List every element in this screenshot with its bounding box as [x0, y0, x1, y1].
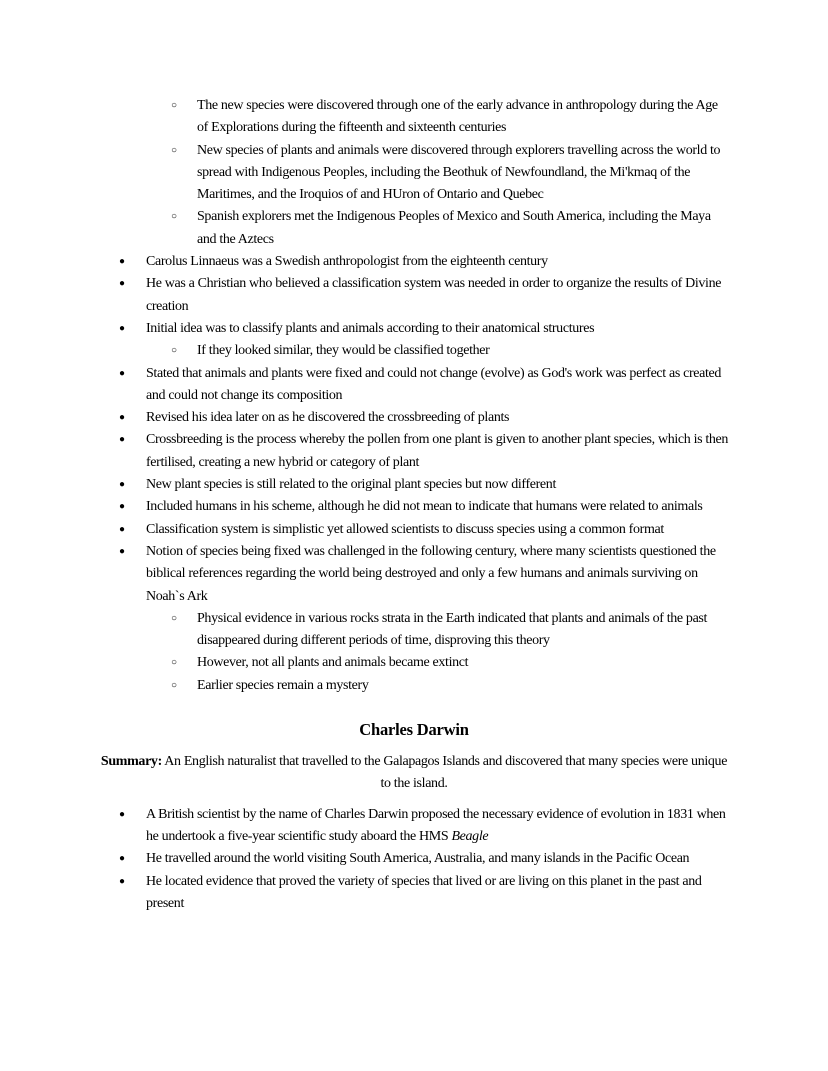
text-run-group [197, 655, 468, 670]
text-run: Spanish explorers met the Indigenous Peoples of Mexico and South America, including the Maya and the Aztecs [197, 209, 711, 247]
document-body [97, 95, 731, 915]
bullet-item [97, 318, 731, 340]
filled-bullet-icon: ● [119, 256, 126, 268]
filled-bullet-icon: ● [119, 501, 126, 513]
text-run: Beagle [451, 828, 489, 844]
sub-bullet-item [97, 608, 731, 653]
text-run: He was a Christian who believed a classification system was needed in order to organize the results of Divine creation [146, 276, 722, 314]
text-run-group [146, 851, 689, 866]
text-run: Summary: [100, 754, 162, 770]
text-run: He located evidence that proved the variety of species that lived or are living on this planet in the past and present [146, 873, 702, 911]
filled-bullet-icon: ● [119, 808, 126, 820]
sub-bullet-item [97, 95, 731, 140]
summary-paragraph [97, 751, 731, 796]
sub-bullet-item [97, 206, 731, 251]
bullet-item [97, 474, 731, 496]
filled-bullet-icon: ● [119, 434, 126, 446]
text-run: New plant species is still related to the original plant species but now different [146, 477, 556, 493]
text-run-group [146, 807, 726, 844]
bullet-item [97, 541, 731, 608]
hollow-bullet-icon: ○ [171, 100, 178, 111]
text-run: An English naturalist that travelled to the Galapagos Islands and discovered that many species were unique to the island. [161, 754, 728, 792]
text-run-group [146, 544, 716, 604]
text-run: Earlier species remain a mystery [197, 677, 369, 693]
hollow-bullet-icon: ○ [171, 211, 178, 223]
hollow-bullet-icon: ○ [171, 657, 178, 669]
text-run-group [197, 611, 707, 648]
hollow-bullet-icon: ○ [171, 679, 178, 691]
sub-bullet-item [97, 652, 731, 674]
text-run: Included humans in his scheme, although he did not mean to indicate that humans were related to animals [146, 499, 703, 515]
sub-bullet-item [97, 675, 731, 697]
text-run: New species of plants and animals were discovered through explorers travelling across the world to spread with Indigenous Peoples, including the Beothuk of Newfoundland, the Mi'kmaq of the Maritimes, and the Iroquios of and HUron of Ontario and Quebec [197, 142, 721, 203]
text-run: Stated that animals and plants were fixed and could not change (evolve) as God's work was perfect as created and could not change its composition [146, 365, 722, 403]
bullet-item [97, 871, 731, 916]
text-run: Initial idea was to classify plants and animals according to their anatomical structures [146, 320, 595, 336]
text-run: Notion of species being fixed was challenged in the following century, where many scientists questioned the biblical references regarding the world being destroyed and only a few humans and animals surviving on Noah`s Ark [146, 543, 716, 604]
hollow-bullet-icon: ○ [171, 612, 178, 624]
filled-bullet-icon: ● [119, 412, 126, 424]
bullet-item [97, 273, 731, 318]
text-run-group [197, 343, 489, 358]
hollow-bullet-icon: ○ [171, 144, 178, 156]
bullet-item [97, 804, 731, 849]
bullet-item [97, 519, 731, 541]
filled-bullet-icon: ● [119, 322, 126, 334]
bullet-item [97, 363, 731, 408]
filled-bullet-icon: ● [119, 523, 126, 535]
section-heading [97, 718, 731, 742]
filled-bullet-icon: ● [119, 545, 126, 557]
text-run: Charles Darwin [359, 720, 469, 740]
text-run-group [359, 720, 469, 739]
bullet-item [97, 496, 731, 518]
text-run-group [197, 678, 369, 693]
filled-bullet-icon: ● [119, 479, 126, 491]
filled-bullet-icon: ● [119, 278, 126, 290]
filled-bullet-icon: ● [119, 875, 126, 887]
bullet-item [97, 251, 731, 273]
bullet-item [97, 407, 731, 429]
text-run-group [146, 432, 728, 469]
text-run: The new species were discovered through one of the early advance in anthropology during the Age of Explorations during the fifteenth and sixteenth centuries [197, 98, 718, 136]
text-run-group [197, 143, 720, 203]
filled-bullet-icon: ● [119, 853, 126, 865]
text-run: He travelled around the world visiting South America, Australia, and many islands in the Pacific Ocean [146, 851, 690, 867]
text-run: Carolus Linnaeus was a Swedish anthropologist from the eighteenth century [146, 254, 548, 270]
text-run-group [146, 874, 702, 911]
text-run: However, not all plants and animals became extinct [197, 655, 469, 671]
text-run-group [197, 209, 711, 246]
text-run: Classification system is simplistic yet allowed scientists to discuss species using a common format [146, 521, 664, 537]
text-run-group [197, 98, 718, 135]
bullet-item [97, 429, 731, 474]
text-run-group [146, 499, 702, 514]
hollow-bullet-icon: ○ [171, 345, 178, 357]
text-run-group [146, 254, 548, 269]
text-run-group [146, 321, 594, 336]
filled-bullet-icon: ● [119, 367, 126, 379]
text-run-group [146, 410, 509, 425]
text-run-group [146, 366, 721, 403]
sub-bullet-item [97, 140, 731, 207]
sub-bullet-item [97, 340, 731, 362]
text-run: Crossbreeding is the process whereby the pollen from one plant is given to another plant species, which is then fertilised, creating a new hybrid or category of plant [146, 432, 729, 470]
text-run: A British scientist by the name of Charles Darwin proposed the necessary evidence of evolution in 1831 when he undertook a five-year scientific study aboard the HMS [146, 806, 726, 844]
text-run-group [146, 522, 664, 537]
text-run: Physical evidence in various rocks strata in the Earth indicated that plants and animals of the past disappeared during different periods of time, disproving this theory [197, 610, 708, 649]
text-run-group [101, 754, 727, 791]
text-run-group [146, 276, 721, 313]
text-run-group [146, 477, 556, 492]
text-run: If they looked similar, they would be classified together [197, 343, 490, 359]
text-run: Revised his idea later on as he discovered the crossbreeding of plants [146, 410, 510, 426]
bullet-item [97, 848, 731, 870]
